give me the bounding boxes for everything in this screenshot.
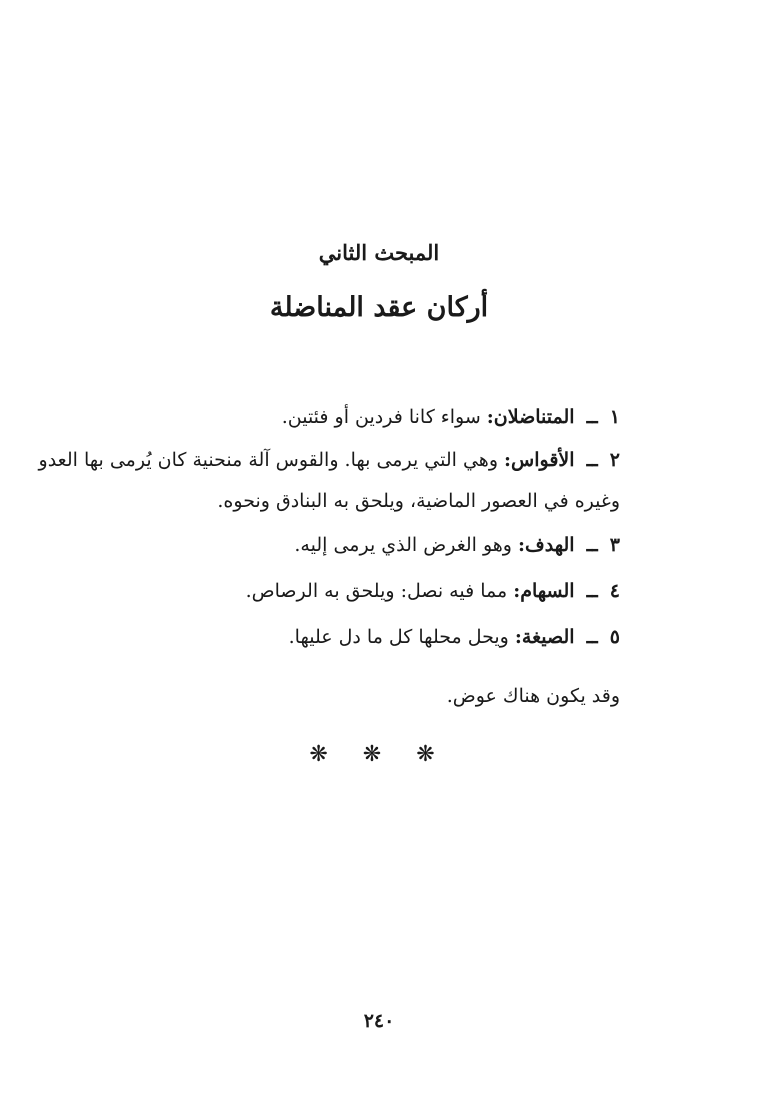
asterism-separator: ❋ ❋ ❋: [309, 742, 449, 767]
closing-line: وقد يكون هناك عوض.: [446, 685, 620, 707]
item-number: ٤: [609, 580, 620, 602]
list-item: [80, 614, 620, 660]
item-dash: ــ: [586, 406, 598, 428]
item-term: الأقواس:: [504, 449, 575, 471]
item-dash: ــ: [586, 449, 598, 471]
item-term: الهدف:: [518, 534, 575, 556]
item-dash: ــ: [586, 580, 598, 602]
chapter-title: أركان عقد المناضلة: [269, 292, 489, 323]
item-number: ٢: [609, 449, 620, 471]
item-number: ٣: [609, 534, 620, 556]
list-item: [80, 568, 620, 614]
list-item: [30, 440, 620, 522]
item-text: مما فيه نصل: ويلحق به الرصاص.: [245, 580, 508, 602]
items-list: [38, 394, 620, 660]
item-term: الصيغة:: [514, 626, 575, 648]
item-number: ٥: [609, 626, 620, 648]
item-term: السهام:: [513, 580, 575, 602]
item-text: وهي التي يرمى بها. والقوس آلة منحنية كان يُرمى بها العدو وغيره في العصور الماضية، ويلحق به البنادق ونحوه.: [38, 449, 620, 512]
item-number: ١: [609, 406, 620, 428]
list-item: [80, 522, 620, 568]
list-item: [80, 394, 620, 440]
section-label: المبحث الثاني: [318, 240, 440, 265]
item-text: وهو الغرض الذي يرمى إليه.: [294, 534, 512, 556]
item-text: ويحل محلها كل ما دل عليها.: [288, 626, 509, 648]
item-term: المتناضلان:: [486, 406, 575, 428]
item-dash: ــ: [586, 534, 598, 556]
item-dash: ــ: [586, 626, 598, 648]
page-number: ٢٤٠: [363, 1010, 395, 1032]
item-text: سواء كانا فردين أو فئتين.: [281, 406, 481, 428]
